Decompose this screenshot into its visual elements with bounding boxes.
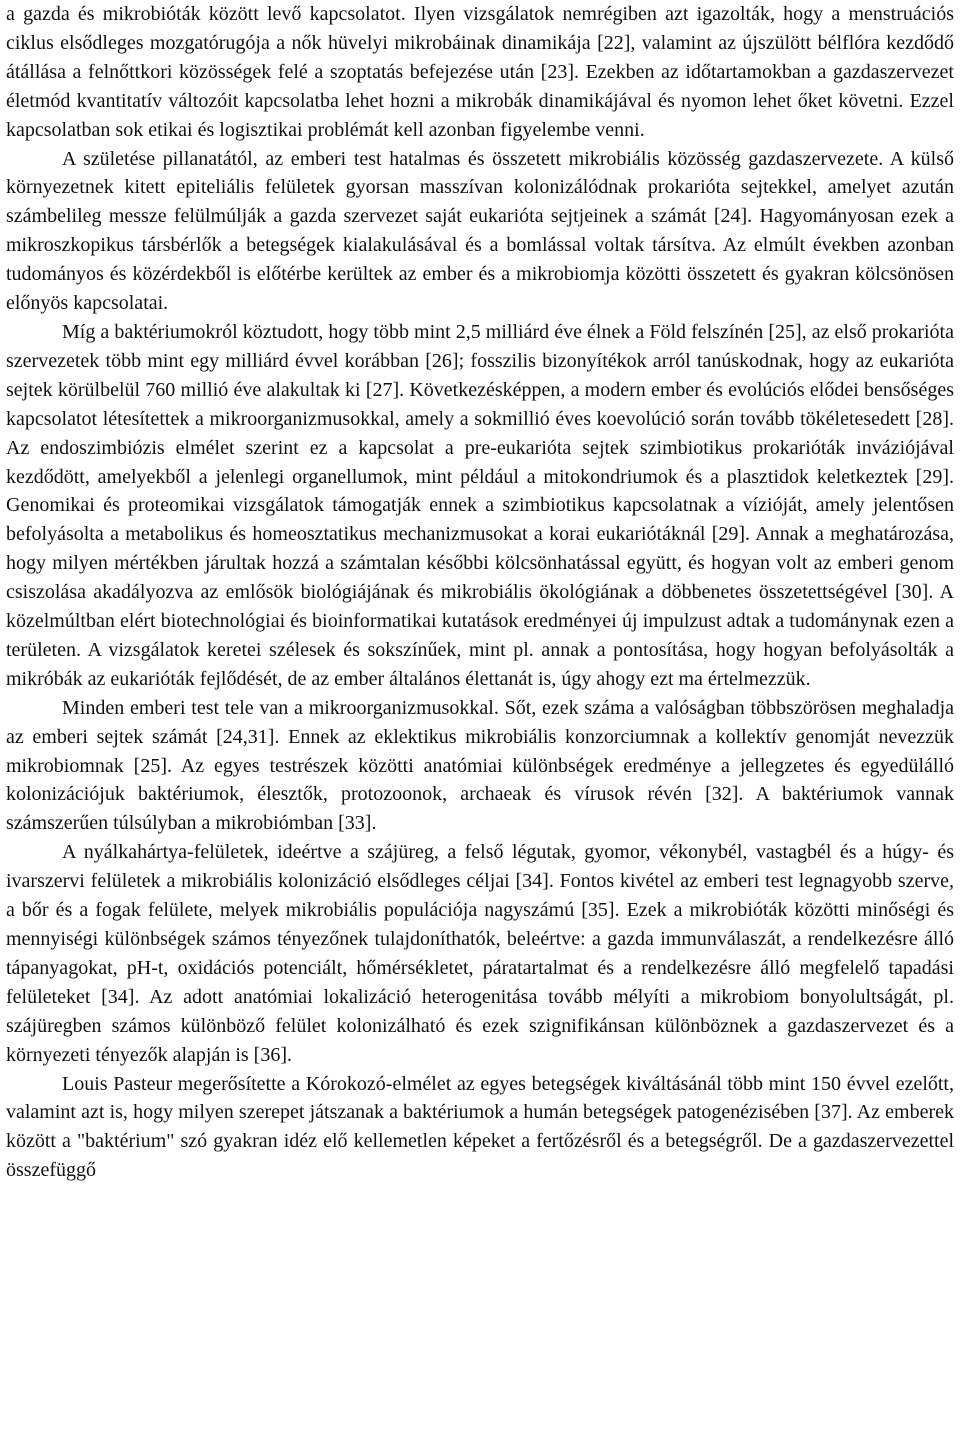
paragraph-5: A nyálkahártya-felületek, ideértve a szájüreg, a felső légutak, gyomor, vékonybél, vastagbél és a húgy- és ivarszervi felületek a mikrobiális kolonizáció elsődleges céljai [34]. Fontos kivétel az emberi test legnagyobb szerve, a bőr és a fogak felülete, melyek mikrobiális populációja nagyszámú [35]. Ezek a mikrobióták közötti minőségi és mennyiségi különbségek számos tényezőnek tulajdoníthatók, beleértve: a gazda immunválaszát, a rendelkezésre álló tápanyagokat, pH-t, oxidációs potenciált, hőmérsékletet, páratartalmat és a rendelkezésre álló megfelelő tapadási felületeket [34]. Az adott anatómiai lokalizáció heterogenitása tovább mélyíti a mikrobiom bonyolultságát, pl. szájüregben számos különböző felület kolonizálható és ezek szignifikánsan különböznek a gazdaszervezet és a környezeti tényezők alapján is [36]. bbox=[6, 841, 954, 1066]
paragraph-2: A születése pillanatától, az emberi test hatalmas és összetett mikrobiális közösség gazdaszervezete. A külső környezetnek kitett epiteliális felületek gyorsan masszívan kolonizálódnak prokarióta sejtekkel, amelyet azután számbelileg messze felülmúlják a gazda szervezet saját eukarióta sejtjeinek a számát [24]. Hagyományosan ezek a mikroszkopikus társbérlők a betegségek kialakulásával és a bomlással voltak társítva. Az elmúlt években azonban tudományos és közérdekből is előtérbe kerültek az ember és a mikrobiomja közötti összetett és gyakran kölcsönösen előnyös kapcsolatai. bbox=[6, 147, 954, 315]
paragraph-4: Minden emberi test tele van a mikroorganizmusokkal. Sőt, ezek száma a valóságban többszörösen meghaladja az emberi sejtek számát [24,31]. Ennek az eklektikus mikrobiális konzorciumnak a kollektív genomját nevezzük mikrobiomnak [25]. Az egyes testrészek közötti anatómiai különbségek eredménye a jellegzetes és egyedülálló kolonizációjuk baktériumok, élesztők, protozoonok, archaeak és vírusok révén [32]. A baktériumok vannak számszerűen túlsúlyban a mikrobiómban [33]. bbox=[6, 696, 954, 835]
paragraph-1: a gazda és mikrobióták között levő kapcsolatot. Ilyen vizsgálatok nemrégiben azt igazolták, hogy a menstruációs ciklus elsődleges mozgatórugója a nők hüvelyi mikrobáinak dinamikája [22], valamint az újszülött bélflóra kezdődő átállása a felnőttkori közösségek felé a szoptatás befejezése után [23]. Ezekben az időtartamokban a gazdaszervezet életmód kvantitatív változóit kapcsolatba lehet hozni a mikrobák dinamikájával és nyomon lehet őket követni. Ezzel kapcsolatban sok etikai és logisztikai problémát kell azonban figyelembe venni. bbox=[6, 3, 954, 141]
paragraph-3: Míg a baktériumokról köztudott, hogy több mint 2,5 milliárd éve élnek a Föld felszínén [25], az első prokarióta szervezetek több mint egy milliárd évvel korábban [26]; fosszilis bizonyítékok arról tanúskodnak, hogy az eukarióta sejtek körülbelül 760 millió éve alakultak ki [27]. Következésképpen, a modern ember és evolúciós elődei bensőséges kapcsolatot létesítettek a mikroorganizmusokkal, amely a sokmillió éves koevolúció során tovább tökéletesedett [28]. Az endoszimbiózis elmélet szerint ez a kapcsolat a pre-eukarióta sejtek szimbiotikus prokarióták inváziójával kezdődött, amelyekből a jelenlegi organellumok, mint például a mitokondriumok és a plasztidok keletkeztek [29]. Genomikai és proteomikai vizsgálatok támogatják ennek a szimbiotikus kapcsolatnak a vízióját, amely jelentősen befolyásolta a metabolikus és homeosztatikus mechanizmusokat a korai eukariótáknál [29]. Annak a meghatározása, hogy milyen mértékben járultak hozzá a számtalan későbbi kölcsönhatással együtt, és hogyan volt az emberi genom csiszolása akadályozva az emlősök biológiájának és mikrobiális ökológiának a döbbenetes összetettségével [30]. A közelmúltban elért biotechnológiai és bioinformatikai kutatások eredményei új impulzust adtak a tudománynak ezen a területen. A vizsgálatok keretei szélesek és sokszínűek, mint pl. annak a pontosítása, hogy hogyan befolyásolták a mikróbák az eukarióták fejlődését, de az ember általános élettanát is, úgy ahogy ezt ma értelmezzük. bbox=[6, 320, 954, 690]
paragraph-6: Louis Pasteur megerősítette a Kórokozó-elmélet az egyes betegségek kiváltásánál több mint 150 évvel ezelőtt, valamint azt is, hogy milyen szerepet játszanak a baktériumok a humán betegségek patogenézisében [37]. Az emberek között a "baktérium" szó gyakran idéz elő kellemetlen képeket a fertőzésről és a betegségről. De a gazdaszervezettel összefüggő bbox=[6, 1072, 954, 1182]
